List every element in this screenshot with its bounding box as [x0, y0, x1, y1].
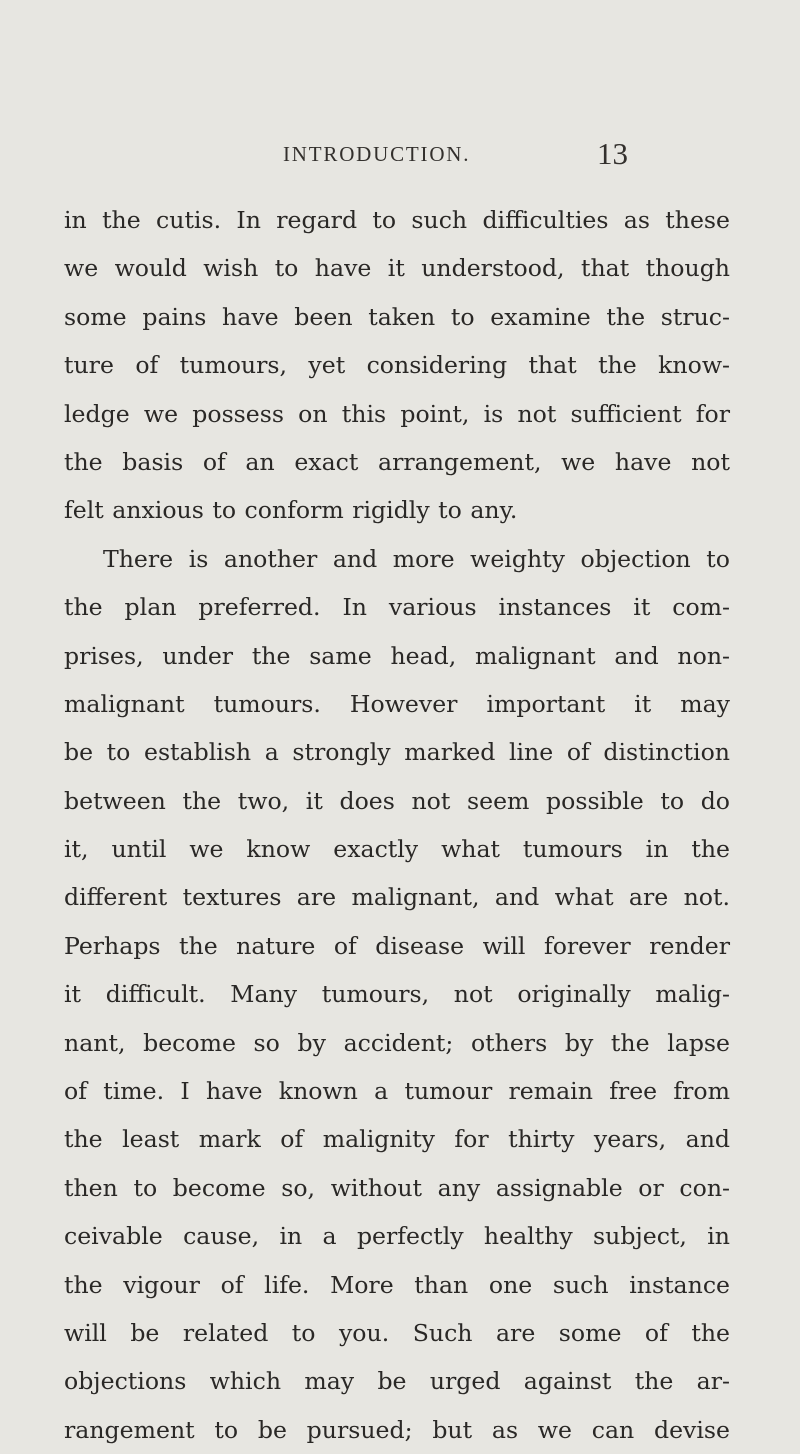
text-line: ledge we possess on this point, is not sufficient for [64, 399, 730, 428]
text-line: be to establish a strongly marked line of distinction [64, 738, 730, 767]
text-line: rangement to be pursued; but as we can devise [64, 1415, 730, 1444]
text-line: different textures are malignant, and what are not. [64, 883, 730, 912]
running-head [0, 136, 800, 176]
text-line: Perhaps the nature of disease will forever render [64, 931, 730, 960]
text-line: the vigour of life. More than one such instance [64, 1270, 730, 1299]
text-line: There is another and more weighty objection to [103, 544, 730, 573]
text-line: it, until we know exactly what tumours in the [64, 835, 730, 864]
text-line: the least mark of malignity for thirty years, and [64, 1125, 730, 1154]
text-line: in the cutis. In regard to such difficulties as these [64, 206, 730, 234]
text-line: we would wish to have it understood, that though [64, 254, 730, 283]
text-line: it difficult. Many tumours, not originally malig- [64, 980, 730, 1009]
text-line: of time. I have known a tumour remain free from [64, 1077, 730, 1106]
page-number: 13 [597, 136, 628, 171]
text-line: will be related to you. Such are some of the [64, 1318, 730, 1347]
text-line: ceivable cause, in a perfectly healthy subject, in [64, 1222, 730, 1251]
text-line: objections which may be urged against the ar- [64, 1367, 730, 1396]
text-line: between the two, it does not seem possible to do [64, 786, 730, 815]
text-line: then to become so, without any assignable or con- [64, 1173, 730, 1202]
text-line: ture of tumours, yet considering that the know- [64, 351, 730, 380]
text-line: the basis of an exact arrangement, we have not [64, 447, 730, 476]
running-title: INTRODUCTION. [283, 142, 471, 166]
body-text [64, 196, 730, 1454]
text-line: prises, under the same head, malignant and non- [64, 641, 730, 670]
text-line: the plan preferred. In various instances it com- [64, 593, 730, 622]
text-line: some pains have been taken to examine the struc- [64, 302, 730, 331]
text-line: malignant tumours. However important it may [64, 689, 730, 718]
text-line: nant, become so by accident; others by the lapse [64, 1028, 730, 1057]
text-line: felt anxious to conform rigidly to any. [64, 496, 518, 525]
